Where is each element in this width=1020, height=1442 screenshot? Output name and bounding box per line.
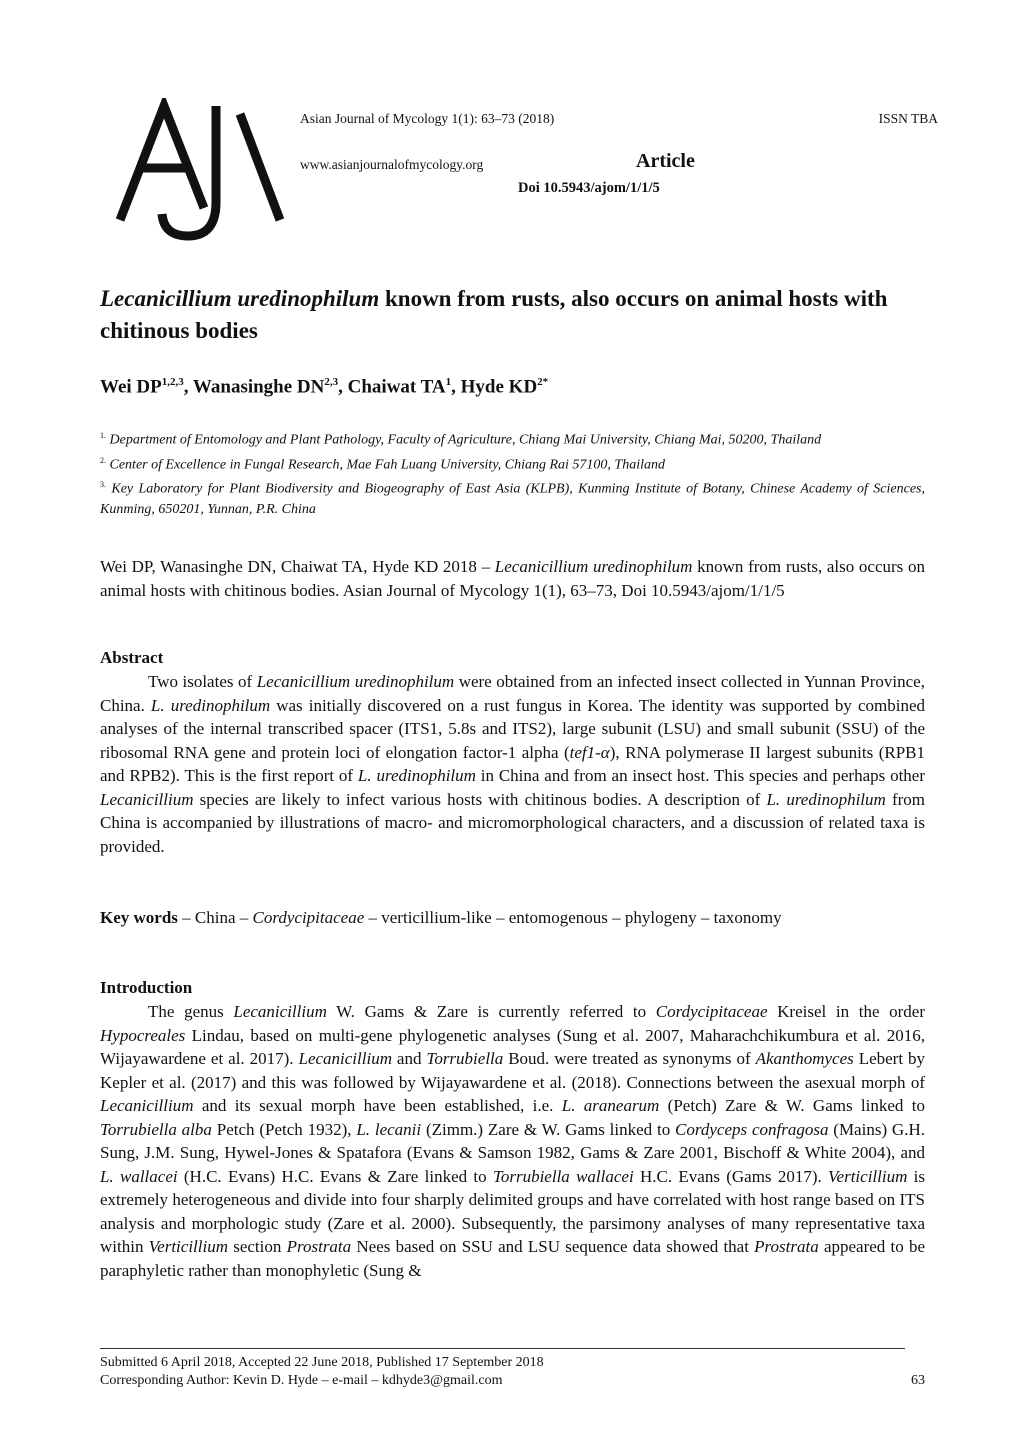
author-name: Wei DP xyxy=(100,376,162,398)
affiliation-number: 3. xyxy=(100,480,106,490)
taxon-name: Lecanicillium xyxy=(100,789,194,809)
author-separator: , xyxy=(338,376,348,398)
citation xyxy=(100,555,925,602)
text-run: – China – xyxy=(177,908,253,927)
text-run: species are likely to infect various hosts with chitinous bodies. A description of xyxy=(193,789,767,809)
author-separator: , xyxy=(451,376,461,398)
taxon-name: Lecanicillium xyxy=(233,1002,327,1021)
taxon-name: L. uredinophilum xyxy=(766,789,886,809)
affiliation-text: Center of Excellence in Fungal Research, Mae Fah Luang University, Chiang Rai 57100, Thailand xyxy=(106,457,666,473)
taxon-name: L. aranearum xyxy=(561,1096,660,1115)
taxon-name: tef1-α xyxy=(569,742,610,762)
text-run: from China is accompanied by illustrations of macro- and micromorphological characters, and a discussion of related taxa is provided. xyxy=(100,789,925,856)
text-run: (Mains) G.H. Sung, J.M. Sung, Hywel-Jones & Spatafora (Evans & Samson 1982, Gams & Zare 2001, Bischoff & White 2004), and xyxy=(100,1119,925,1162)
text-run: Kreisel in the order xyxy=(767,1002,926,1021)
introduction-heading: Introduction xyxy=(100,978,193,997)
page-number: 63 xyxy=(911,1373,925,1388)
text-run: (Petch) Zare & W. Gams linked to xyxy=(659,1096,925,1115)
text-run: Petch (Petch 1932), xyxy=(211,1119,357,1139)
citation-suffix: known from rusts, also occurs on animal hosts with chitinous bodies. Asian Journal of Mycology 1(1), 63–73, Doi 10.5943/ajom/1/1/5 xyxy=(100,557,925,600)
footer-divider xyxy=(100,1348,905,1349)
affiliation-number: 2. xyxy=(100,455,106,465)
abstract-body xyxy=(100,670,925,858)
article-type-label: Article xyxy=(636,150,695,172)
taxon-name: Akanthomyces xyxy=(755,1049,854,1068)
journal-logo xyxy=(112,98,287,248)
text-run: in China and from an insect host. This species and perhaps other xyxy=(475,766,925,785)
submission-dates: Submitted 6 April 2018, Accepted 22 June 2018, Published 17 September 2018 xyxy=(100,1355,544,1370)
corresponding-author: Corresponding Author: Kevin D. Hyde – e-mail – kdhyde3@gmail.com xyxy=(100,1373,503,1388)
text-run: – verticillium-like – entomogenous – phylogeny – taxonomy xyxy=(364,908,782,927)
affiliation-item xyxy=(100,451,925,476)
title-species: Lecanicillium uredinophilum xyxy=(100,286,380,311)
affiliation-number: 1. xyxy=(100,431,106,440)
taxon-name: Torrubiella wallacei xyxy=(492,1166,634,1186)
text-run: Lindau, based on multi-gene phylogenetic analyses (Sung et al. 2007, Maharachchikumbura et al. 2016, Wijayawardene et al. 2017). xyxy=(100,1025,925,1068)
taxon-name: Prostrata xyxy=(754,1237,819,1256)
paper-title xyxy=(100,283,925,347)
affiliation-item xyxy=(100,475,925,520)
text-run: was initially discovered on a rust fungus in Korea. The identity was supported by combined analyses of the internal transcribed spacer (ITS1, 5.8s and ITS2), large subunit (LSU) and small subunit (SSU) of the ribosomal RNA gene and protein loci of elongation factor-1 alpha ( xyxy=(100,695,925,762)
taxon-name: Lecanicillium uredinophilum xyxy=(256,672,455,691)
affiliations xyxy=(100,426,925,520)
taxon-name: Prostrata xyxy=(286,1237,352,1256)
text-run: W. Gams & Zare is currently referred to xyxy=(326,1002,656,1021)
taxon-name: Lecanicillium xyxy=(298,1049,392,1068)
text-run: section xyxy=(228,1237,287,1256)
author-name: Chaiwat TA xyxy=(347,376,446,398)
text-run: is extremely heterogeneous and divide into four sharply delimited groups and have correlated with host range based on ITS analysis and morphologic study (Zare et al. 2000). Subsequently, the parsimony analyses of many representative taxa within xyxy=(100,1166,926,1256)
journal-website-link[interactable]: www.asianjournalofmycology.org xyxy=(300,157,484,172)
text-run: The genus xyxy=(148,1002,234,1021)
logo-letter-a xyxy=(120,106,204,220)
taxon-name: Cordycipitaceae xyxy=(655,1002,768,1021)
text-run: Boud. were treated as synonyms of xyxy=(503,1049,756,1068)
taxon-name: Torrubiella alba xyxy=(100,1119,212,1139)
taxon-name: Verticillium xyxy=(828,1166,908,1186)
author-affiliation-marker: 1 xyxy=(445,376,452,388)
introduction-paragraph xyxy=(100,1000,925,1282)
logo-letter-m xyxy=(240,114,280,220)
author-affiliation-marker: 1,2,3 xyxy=(161,376,184,388)
text-run: (H.C. Evans) H.C. Evans & Zare linked to xyxy=(177,1166,493,1186)
introduction-body xyxy=(100,1000,925,1282)
journal-citation-line: Asian Journal of Mycology 1(1): 63–73 (2018) xyxy=(300,111,555,126)
taxon-name: L. uredinophilum xyxy=(150,695,271,715)
taxon-name: Cordycipitaceae xyxy=(252,908,365,927)
footer xyxy=(100,1354,925,1390)
taxon-name: L. wallacei xyxy=(100,1166,178,1186)
author-name: Wanasinghe DN xyxy=(192,376,325,398)
abstract-paragraph xyxy=(100,670,925,858)
text-run: H.C. Evans (Gams 2017). xyxy=(633,1166,829,1186)
text-run: Two isolates of xyxy=(148,672,257,691)
author-affiliation-marker: 2* xyxy=(537,376,549,388)
author-name: Hyde KD xyxy=(460,376,538,398)
keywords-list xyxy=(178,908,782,927)
citation-species: Lecanicillium uredinophilum xyxy=(494,557,693,576)
text-run: Lebert by Kepler et al. (2017) and this was followed by Wijayawardene et al. (2018). Connections between the asexual morph of xyxy=(100,1049,926,1092)
issn: ISSN TBA xyxy=(878,111,938,126)
text-run: and its sexual morph have been established, i.e. xyxy=(193,1096,562,1115)
affiliation-text: Department of Entomology and Plant Pathology, Faculty of Agriculture, Chiang Mai University, Chiang Mai, 50200, Thailand xyxy=(106,432,822,448)
affiliation-item xyxy=(100,426,925,451)
keywords-label: Key words xyxy=(100,908,178,927)
text-run: ), RNA polymerase II largest subunits (RPB1 and RPB2). This is the first report of xyxy=(100,742,925,785)
taxon-name: Verticillium xyxy=(148,1237,228,1256)
text-run: (Zimm.) Zare & W. Gams linked to xyxy=(421,1119,676,1139)
author-separator: , xyxy=(183,376,193,398)
taxon-name: Cordyceps confragosa xyxy=(675,1119,829,1139)
author-list xyxy=(100,376,548,398)
taxon-name: L. lecanii xyxy=(356,1119,422,1139)
taxon-name: Lecanicillium xyxy=(100,1096,194,1115)
abstract-heading: Abstract xyxy=(100,648,164,667)
text-run: Nees based on SSU and LSU sequence data showed that xyxy=(351,1237,755,1256)
taxon-name: L. uredinophilum xyxy=(357,766,476,785)
author-affiliation-marker: 2,3 xyxy=(324,376,339,388)
taxon-name: Hypocreales xyxy=(100,1025,186,1045)
text-run: appeared to be paraphyletic rather than monophyletic (Sung & xyxy=(100,1237,925,1280)
title-rest: known from rusts, also occurs on animal hosts with chitinous bodies xyxy=(100,286,888,343)
text-run: and xyxy=(391,1049,427,1068)
doi[interactable]: Doi 10.5943/ajom/1/1/5 xyxy=(518,180,660,196)
affiliation-text: Key Laboratory for Plant Biodiversity and Biogeography of East Asia (KLPB), Kunming Institute of Botany, Chinese Academy of Sciences, Kunming, 650201, Yunnan, P.R. China xyxy=(100,481,925,517)
taxon-name: Torrubiella xyxy=(426,1049,504,1068)
text-run: were obtained from an infected insect collected in Yunnan Province, China. xyxy=(100,672,925,715)
keywords xyxy=(100,906,925,930)
citation-prefix: Wei DP, Wanasinghe DN, Chaiwat TA, Hyde KD 2018 – xyxy=(100,557,495,576)
